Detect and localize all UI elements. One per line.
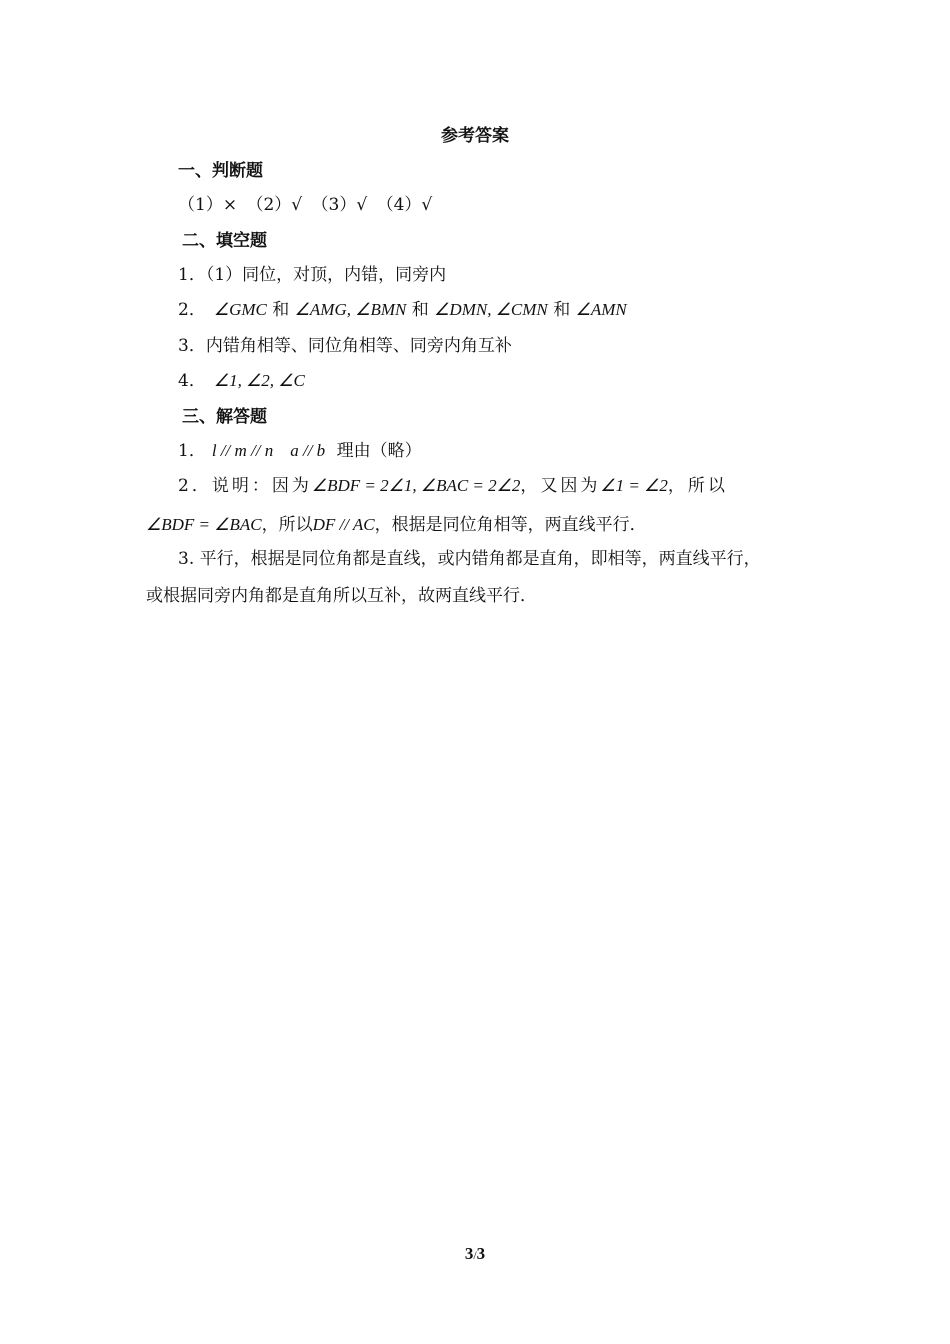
- solve-q2-mid: ，又因为: [520, 476, 601, 496]
- solve-q1: [178, 442, 422, 460]
- page-title: 参考答案: [441, 126, 509, 146]
- solve-q2-line-2: [146, 516, 647, 534]
- fill-q1-text: （1）同位，对顶，内错，同旁内: [205, 265, 447, 285]
- solve-q2-mid-2: ，所以: [261, 515, 313, 535]
- judgment-answers: （1）× （2）√ （3）√ （4）√: [178, 195, 433, 215]
- solve-q3-line-2: 或根据同旁内角都是直角所以互补，故两直线平行．: [146, 586, 537, 606]
- fill-q1: [178, 267, 446, 284]
- fill-q4-text: ∠1, ∠2, ∠C: [213, 371, 305, 390]
- solve-q2-tail: ，根据是同位角相等，两直线平行．: [374, 515, 647, 535]
- fill-q4: [178, 372, 305, 390]
- solve-q2-math-2: ∠1 = ∠2: [600, 476, 668, 495]
- fill-q2-and-1: 和: [272, 300, 290, 320]
- fill-q4-number: 4．: [178, 371, 206, 391]
- solve-q2-line-1: [178, 477, 728, 495]
- solve-q1-math: l // m // n a // b: [211, 441, 326, 460]
- fill-q3: [178, 338, 512, 355]
- solve-q2-lead: 2．说明：因为: [178, 476, 312, 496]
- solve-q2-math-1: ∠BDF = 2∠1, ∠BAC = 2∠2: [311, 476, 521, 495]
- fill-q2-angle-b: ∠AMG, ∠BMN: [294, 300, 407, 319]
- fill-q3-number: 3．: [178, 336, 206, 356]
- solve-q2-end: ，所以: [667, 476, 728, 496]
- fill-q2-number: 2．: [178, 300, 206, 320]
- section-3-heading: 三、解答题: [182, 407, 267, 427]
- solve-q3-line-1: 3. 平行，根据是同位角都是直线，或内错角都是直角，即相等，两直线平行，: [178, 549, 761, 569]
- fill-q2: [178, 301, 627, 319]
- fill-q2-angle-a: ∠GMC: [213, 300, 267, 319]
- fill-q2-angle-d: ∠AMN: [575, 300, 627, 319]
- section-2-heading: 二、填空题: [182, 231, 267, 251]
- fill-q2-and-2: 和: [411, 300, 429, 320]
- fill-q3-text: 内错角相等、同位角相等、同旁内角互补: [205, 336, 512, 356]
- page-separator: /: [473, 1248, 477, 1262]
- solve-q1-number: 1．: [178, 441, 206, 461]
- solve-q2-math-4: DF // AC: [312, 515, 375, 534]
- solve-q1-text: 理由（略）: [336, 441, 422, 461]
- fill-q2-angle-c: ∠DMN, ∠CMN: [434, 300, 548, 319]
- section-1-heading: 一、判断题: [178, 161, 263, 181]
- page-current: 3: [464, 1244, 474, 1263]
- page-total: 3: [476, 1244, 486, 1263]
- solve-q2-math-3: ∠BDF = ∠BAC: [146, 515, 262, 534]
- page-number: [0, 1245, 950, 1262]
- fill-q1-number: 1．: [178, 265, 206, 285]
- fill-q2-and-3: 和: [553, 300, 571, 320]
